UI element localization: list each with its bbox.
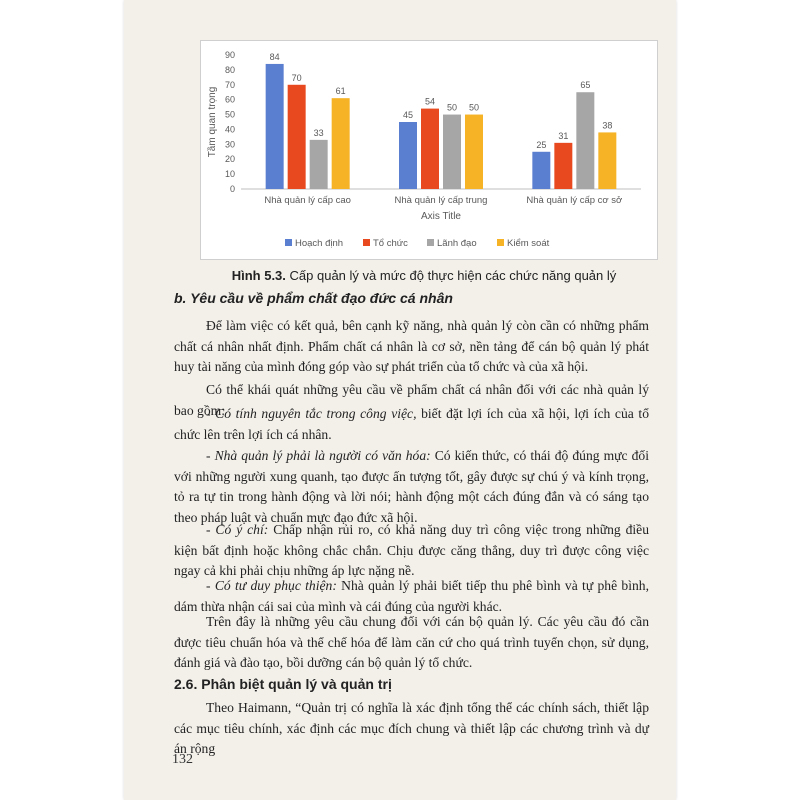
section-b-title: b. Yêu cầu về phẩm chất đạo đức cá nhân bbox=[174, 290, 453, 306]
data-label: 54 bbox=[424, 96, 436, 107]
data-label: 50 bbox=[446, 102, 458, 113]
data-label: 61 bbox=[335, 86, 346, 97]
section-b-paragraph-2: Có thể khái quát những yêu cầu về phẩm chất cá nhân đối với các nhà quản lý bao gồm: bbox=[174, 382, 649, 418]
section-26-paragraph-1: Theo Haimann, “Quản trị có nghĩa là xác định tổng thể các chính sách, thiết lập các mục tiêu chính, xác định các mục đích chung và thiết lập các chương trình và dự án rộng bbox=[174, 700, 649, 756]
book-page bbox=[124, 0, 676, 800]
bar bbox=[443, 115, 461, 189]
legend-swatch bbox=[497, 239, 504, 246]
section-b-paragraph-1: Để làm việc có kết quả, bên cạnh kỹ năng, nhà quản lý còn cần có những phẩm chất cá nhân nhất định. Phẩm chất cá nhân là cơ sở, nền tảng để cán bộ quản lý phát huy tài năng của mình đóng góp vào sự phát triển của tổ chức và của xã hội. bbox=[174, 318, 649, 374]
requirement-item-1-heading: - Có tính nguyên tắc trong công việc, bbox=[206, 406, 417, 421]
data-label: 65 bbox=[580, 80, 591, 91]
requirement-item-2-text: Có kiến thức, có thái độ đúng mực đối với những người xung quanh, tạo được ấn tượng tốt, gây được sự chú ý và kính trọng, tỏ ra tự tin trong hành động và lời nói; hành động một cách đúng đắn và có sáng tạo theo pháp luật và chuẩn mực đạo đức xã hội. bbox=[174, 448, 649, 525]
legend-swatch bbox=[285, 239, 292, 246]
bar bbox=[465, 115, 483, 189]
legend-label: Tổ chức bbox=[373, 238, 408, 249]
y-tick-label: 70 bbox=[224, 79, 235, 90]
requirement-item-2-heading: - Nhà quản lý phải là người có văn hóa: bbox=[206, 448, 431, 463]
data-label: 31 bbox=[558, 130, 569, 141]
requirement-item-3 bbox=[174, 520, 649, 582]
legend-label: Lãnh đạo bbox=[437, 238, 477, 249]
bar bbox=[532, 152, 550, 189]
requirement-item-3-text: Chấp nhận rủi ro, có khả năng duy trì công việc trong những điều kiện bất định hoặc không chắc chắn. Chịu được căng thẳng, duy trì được công việc ngay cả khi phải chịu những áp lực nặng nề. bbox=[174, 522, 649, 578]
data-label: 50 bbox=[468, 102, 480, 113]
y-tick-label: 10 bbox=[224, 169, 235, 180]
bar bbox=[332, 98, 350, 189]
bar bbox=[554, 143, 572, 189]
data-label: 33 bbox=[313, 127, 324, 138]
requirement-item-1-text: biết đặt lợi ích của xã hội, lợi ích của tổ chức lên trên lợi ích cá nhân. bbox=[174, 406, 649, 442]
x-tick-label: Nhà quản lý cấp trung bbox=[394, 195, 488, 206]
legend-label: Kiểm soát bbox=[507, 238, 550, 249]
x-tick-label: Nhà quản lý cấp cao bbox=[264, 195, 351, 206]
figure-caption-text: Cấp quản lý và mức độ thực hiện các chức năng quản lý bbox=[289, 268, 617, 283]
bar bbox=[576, 92, 594, 189]
legend-swatch bbox=[427, 239, 434, 246]
x-axis-label: Axis Title bbox=[420, 211, 462, 222]
y-tick-label: 80 bbox=[224, 64, 235, 75]
legend-swatch bbox=[363, 239, 370, 246]
requirement-item-4-text: Nhà quản lý phải biết tiếp thu phê bình và tự phê bình, dám thừa nhận cái sai của mình và cái đúng của người khác. bbox=[174, 578, 649, 614]
figure-caption bbox=[184, 268, 664, 283]
section-b-paragraph-3: Trên đây là những yêu cầu chung đối với cán bộ quản lý. Các yêu cầu đó cần được tiêu chuẩn hóa và thể chế hóa để làm căn cứ cho quá trình tuyển chọn, sử dụng, đánh giá và đào tạo, bồi dưỡng cán bộ quản lý tổ chức. bbox=[174, 614, 649, 670]
bar bbox=[598, 132, 616, 189]
data-label: 38 bbox=[602, 120, 613, 131]
figure-label: Hình 5.3. bbox=[231, 268, 286, 283]
legend-label: Hoạch định bbox=[295, 238, 344, 249]
y-axis-label: Tầm quan trọng bbox=[207, 86, 218, 158]
bar-chart bbox=[201, 41, 657, 259]
data-label: 45 bbox=[402, 110, 414, 120]
data-label: 25 bbox=[536, 139, 547, 150]
y-tick-label: 50 bbox=[224, 109, 235, 120]
requirement-item-4 bbox=[174, 576, 649, 617]
y-tick-label: 20 bbox=[224, 154, 235, 165]
y-tick-label: 0 bbox=[229, 184, 235, 194]
bar bbox=[399, 122, 417, 189]
requirement-item-3-heading: - Có ý chí: bbox=[206, 522, 269, 537]
chart-container bbox=[200, 40, 658, 260]
x-tick-label: Nhà quản lý cấp cơ sở bbox=[526, 195, 623, 206]
data-label: 70 bbox=[291, 72, 302, 83]
section-26-title: 2.6. Phân biệt quản lý và quản trị bbox=[174, 676, 392, 692]
page-number: 132 bbox=[172, 752, 193, 767]
bar bbox=[310, 140, 328, 189]
bar bbox=[288, 85, 306, 189]
bar bbox=[266, 64, 284, 189]
y-tick-label: 90 bbox=[224, 50, 235, 60]
y-tick-label: 60 bbox=[224, 94, 235, 105]
requirement-item-2 bbox=[174, 446, 649, 528]
requirement-item-4-heading: - Có tư duy phục thiện: bbox=[206, 578, 337, 593]
y-tick-label: 40 bbox=[224, 124, 235, 135]
bar bbox=[421, 109, 439, 189]
y-tick-label: 30 bbox=[224, 139, 235, 150]
requirement-item-1 bbox=[174, 404, 649, 445]
data-label: 84 bbox=[269, 51, 280, 62]
